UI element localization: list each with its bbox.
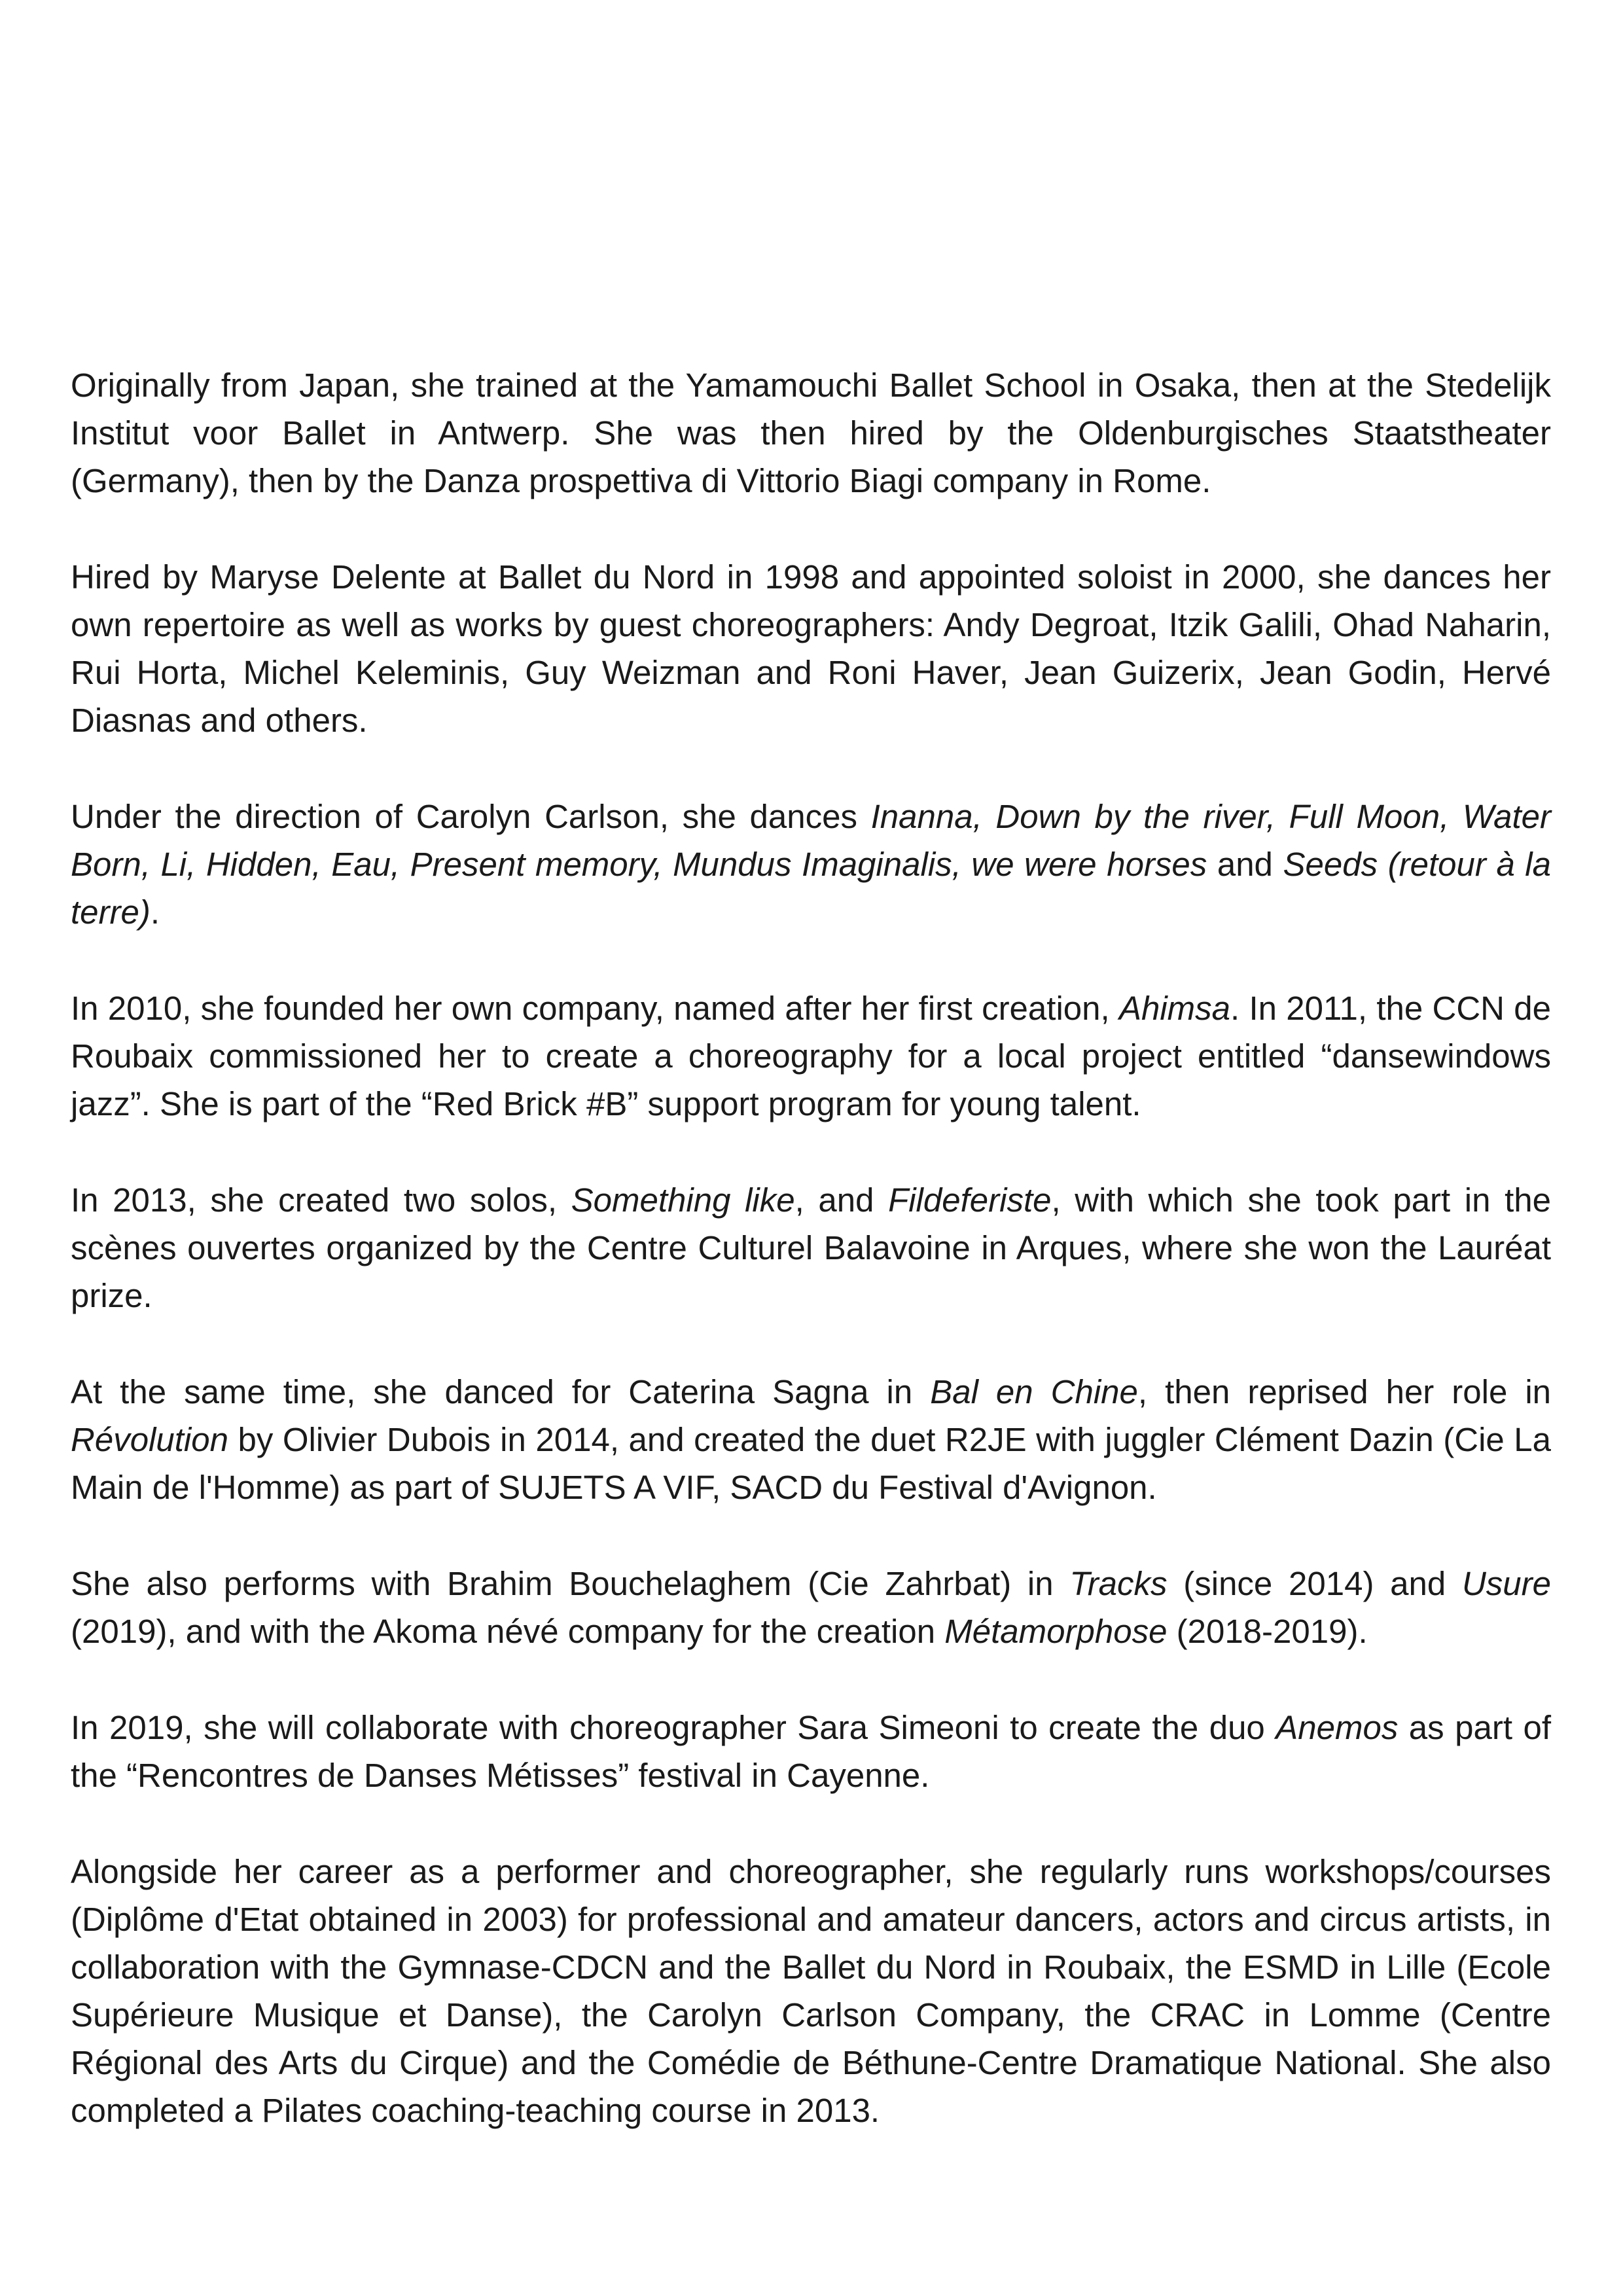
paragraph-same-time [71, 1368, 1551, 1511]
text-run: (2018-2019). [1167, 1613, 1368, 1650]
text-run: Under the direction of Carolyn Carlson, she dances [71, 798, 871, 835]
work-title: Bal en Chine [930, 1373, 1138, 1410]
text-run: , and [794, 1181, 889, 1219]
work-title: Révolution [71, 1421, 228, 1458]
text-run: In 2013, she created two solos, [71, 1181, 571, 1219]
text-run: and [1207, 846, 1283, 883]
work-titles: Inanna, Down by the river, Full Moon, Water Born, Li, Hidden, Eau, Present memory, Mundus Imaginalis, we were horses [71, 798, 1551, 883]
text-run: , with which she took part in the scènes ouvertes organized by the Centre Culturel Balavoine in Arques, where she won the Lauréat prize. [71, 1181, 1551, 1314]
paragraph-training: Originally from Japan, she trained at the Yamamouchi Ballet School in Osaka, then at the Stedelijk Institut voor Ballet in Antwerp. She was then hired by the Oldenburgisches Staatstheater (Germany), then by the Danza prospettiva di Vittorio Biagi company in Rome. [71, 367, 1551, 499]
work-title: Tracks [1069, 1565, 1168, 1602]
text-run: (2019), and with the Akoma névé company for the creation [71, 1613, 945, 1650]
text-run: At the same time, she danced for Caterina Sagna in [71, 1373, 931, 1410]
text-run: by Olivier Dubois in 2014, and created the duet R2JE with juggler Clément Dazin (Cie La Main de l'Homme) as part of SUJETS A VIF, SACD du Festival d'Avignon. [71, 1421, 1551, 1506]
work-title: Usure [1461, 1565, 1552, 1602]
paragraph-own-company [71, 984, 1551, 1128]
paragraph-carolyn-carlson [71, 793, 1551, 936]
text-run: as part of the “Rencontres de Danses Métisses” festival in Cayenne. [71, 1709, 1551, 1794]
paragraph-performances [71, 1560, 1551, 1655]
biography-text [71, 361, 1551, 2134]
work-title: Seeds (retour à la terre) [71, 846, 1551, 931]
work-title: Métamorphose [944, 1613, 1168, 1650]
paragraph-solos-2013 [71, 1176, 1551, 1319]
work-title: Ahimsa [1118, 990, 1231, 1027]
text-run: She also performs with Brahim Bouchelaghem (Cie Zahrbat) in [71, 1565, 1070, 1602]
text-run: . [150, 893, 160, 931]
text-run: (since 2014) and [1167, 1565, 1462, 1602]
paragraph-ballet-du-nord: Hired by Maryse Delente at Ballet du Nord in 1998 and appointed soloist in 2000, she dances her own repertoire as well as works by guest choreographers: Andy Degroat, Itzik Galili, Ohad Naharin, Rui Horta, Michel Keleminis, Guy Weizman and Roni Haver, Jean Guizerix, Jean Godin, Hervé Diasnas and others. [71, 558, 1551, 739]
work-title: Something like [571, 1181, 795, 1219]
text-run: , then reprised her role in [1137, 1373, 1552, 1410]
text-run: In 2019, she will collaborate with choreographer Sara Simeoni to create the duo [71, 1709, 1276, 1746]
text-run: . In 2011, the CCN de Roubaix commissioned her to create a choreography for a local project entitled “dansewindows jazz”. She is part of the “Red Brick #B” support program for young talent. [71, 990, 1551, 1122]
text-run: In 2010, she founded her own company, named after her first creation, [71, 990, 1119, 1027]
paragraph-teaching: Alongside her career as a performer and choreographer, she regularly runs workshops/courses (Diplôme d'Etat obtained in 2003) for professional and amateur dancers, actors and circus artists, in collaboration with the Gymnase-CDCN and the Ballet du Nord in Roubaix, the ESMD in Lille (Ecole Supérieure Musique et Danse), the Carolyn Carlson Company, the CRAC in Lomme (Centre Régional des Arts du Cirque) and the Comédie de Béthune-Centre Dramatique National. She also completed a Pilates coaching-teaching course in 2013. [71, 1853, 1551, 2129]
paragraph-anemos [71, 1704, 1551, 1799]
work-title: Anemos [1275, 1709, 1399, 1746]
work-title: Fildeferiste [888, 1181, 1052, 1219]
